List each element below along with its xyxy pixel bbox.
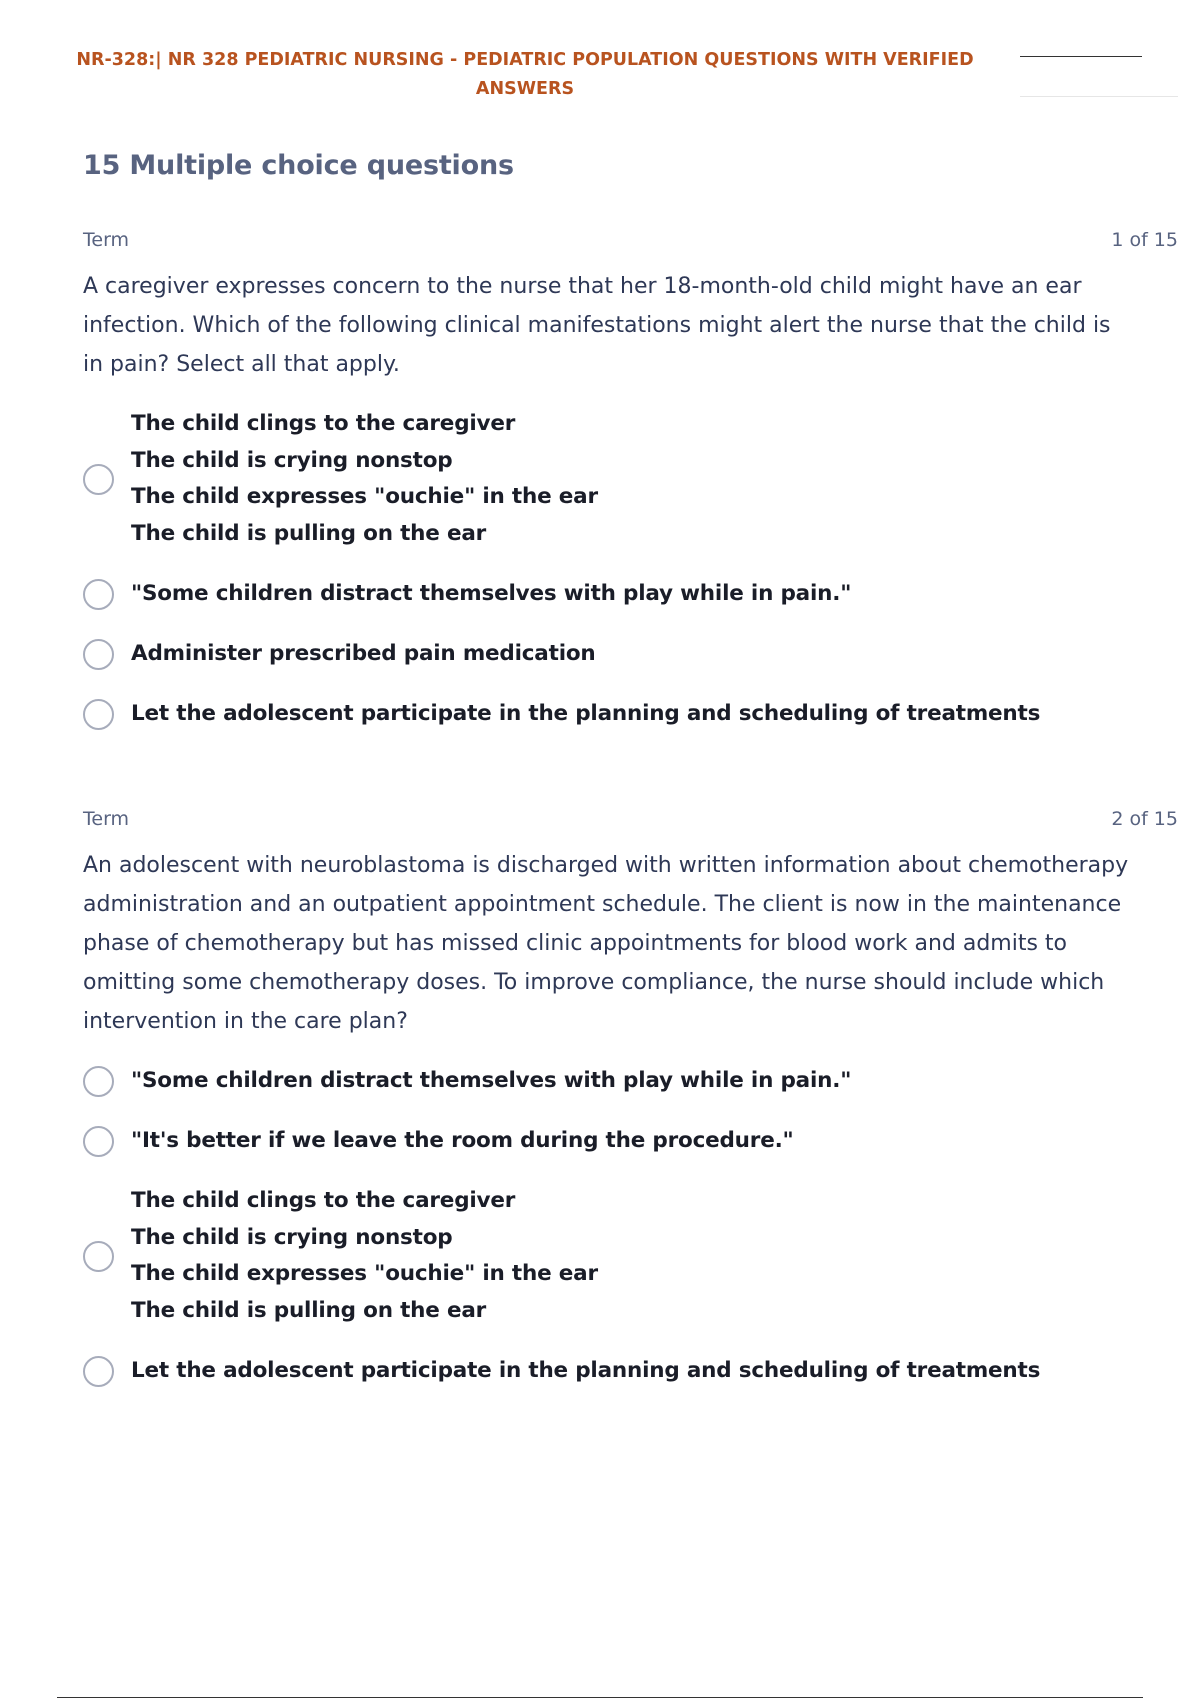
- term-question: A caregiver expresses concern to the nurse that her 18-month-old child might have an ear infection. Which of the following clinical manifestations might alert the nurse that the child is in pain? Select all that apply.: [83, 274, 1111, 377]
- radio-circle-icon[interactable]: [83, 1356, 114, 1387]
- term-header: [83, 808, 1178, 836]
- footer-rule: [57, 1697, 1143, 1698]
- answer-line: The child is crying nonstop: [131, 1224, 453, 1250]
- radio-circle-icon[interactable]: [83, 1241, 114, 1272]
- radio-circle-icon[interactable]: [83, 464, 114, 495]
- answer-option[interactable]: [83, 1183, 1178, 1329]
- header-line-2: ANSWERS: [475, 79, 575, 99]
- header-rule: [1020, 56, 1142, 57]
- radio-circle-icon[interactable]: [83, 1066, 114, 1097]
- term-header: [83, 229, 1178, 257]
- answer-line: The child clings to the caregiver: [131, 411, 516, 436]
- answer-option[interactable]: [83, 696, 1178, 732]
- document-header: [60, 46, 990, 104]
- answer-option-text: "Some children distract themselves with play while in pain.": [131, 1068, 852, 1093]
- set-title: 15 Multiple choice questions: [83, 150, 514, 181]
- answer-line: The child clings to the caregiver: [131, 1188, 516, 1213]
- answer-option[interactable]: [83, 1123, 1178, 1159]
- term-counter: 1 of 15: [1111, 229, 1178, 251]
- answer-options: [83, 1063, 1178, 1389]
- term-card-1: [83, 229, 1178, 756]
- answer-line: The child expresses "ouchie" in the ear: [131, 1261, 598, 1286]
- term-label: Term: [83, 808, 130, 830]
- answer-option-text: [131, 406, 598, 552]
- radio-circle-icon[interactable]: [83, 639, 114, 670]
- answer-options: [83, 406, 1178, 732]
- answer-option-text: Let the adolescent participate in the planning and scheduling of treatments: [131, 1358, 1041, 1383]
- term-card-2: [83, 808, 1178, 1413]
- header-line-1: NR-328:| NR 328 PEDIATRIC NURSING - PEDIATRIC POPULATION QUESTIONS WITH VERIFIED: [76, 50, 974, 70]
- answer-line: The child is pulling on the ear: [131, 520, 487, 546]
- answer-option-text: [131, 1183, 598, 1329]
- answer-option-text: "It's better if we leave the room during the procedure.": [131, 1128, 794, 1153]
- answer-line: The child is crying nonstop: [131, 447, 453, 473]
- answer-line: The child expresses "ouchie" in the ear: [131, 484, 598, 509]
- answer-option[interactable]: [83, 406, 1178, 552]
- answer-option[interactable]: [83, 1353, 1178, 1389]
- radio-circle-icon[interactable]: [83, 1126, 114, 1157]
- term-label: Term: [83, 229, 130, 251]
- answer-option-text: "Some children distract themselves with play while in pain.": [131, 581, 852, 606]
- answer-option[interactable]: [83, 576, 1178, 612]
- answer-option-text: Let the adolescent participate in the planning and scheduling of treatments: [131, 701, 1041, 726]
- radio-circle-icon[interactable]: [83, 699, 114, 730]
- radio-circle-icon[interactable]: [83, 579, 114, 610]
- answer-line: The child is pulling on the ear: [131, 1297, 487, 1323]
- answer-option-text: Administer prescribed pain medication: [131, 641, 596, 666]
- answer-option[interactable]: [83, 636, 1178, 672]
- term-question: An adolescent with neuroblastoma is discharged with written information about chemotherapy administration and an outpatient appointment schedule. The client is now in the maintenance phase of chemotherapy but has missed clinic appointments for blood work and admits to omitting some chemotherapy doses. To improve compliance, the nurse should include which intervention in the care plan?: [83, 853, 1129, 1034]
- term-counter: 2 of 15: [1111, 808, 1178, 830]
- header-rule-faint: [1020, 96, 1178, 97]
- answer-option[interactable]: [83, 1063, 1178, 1099]
